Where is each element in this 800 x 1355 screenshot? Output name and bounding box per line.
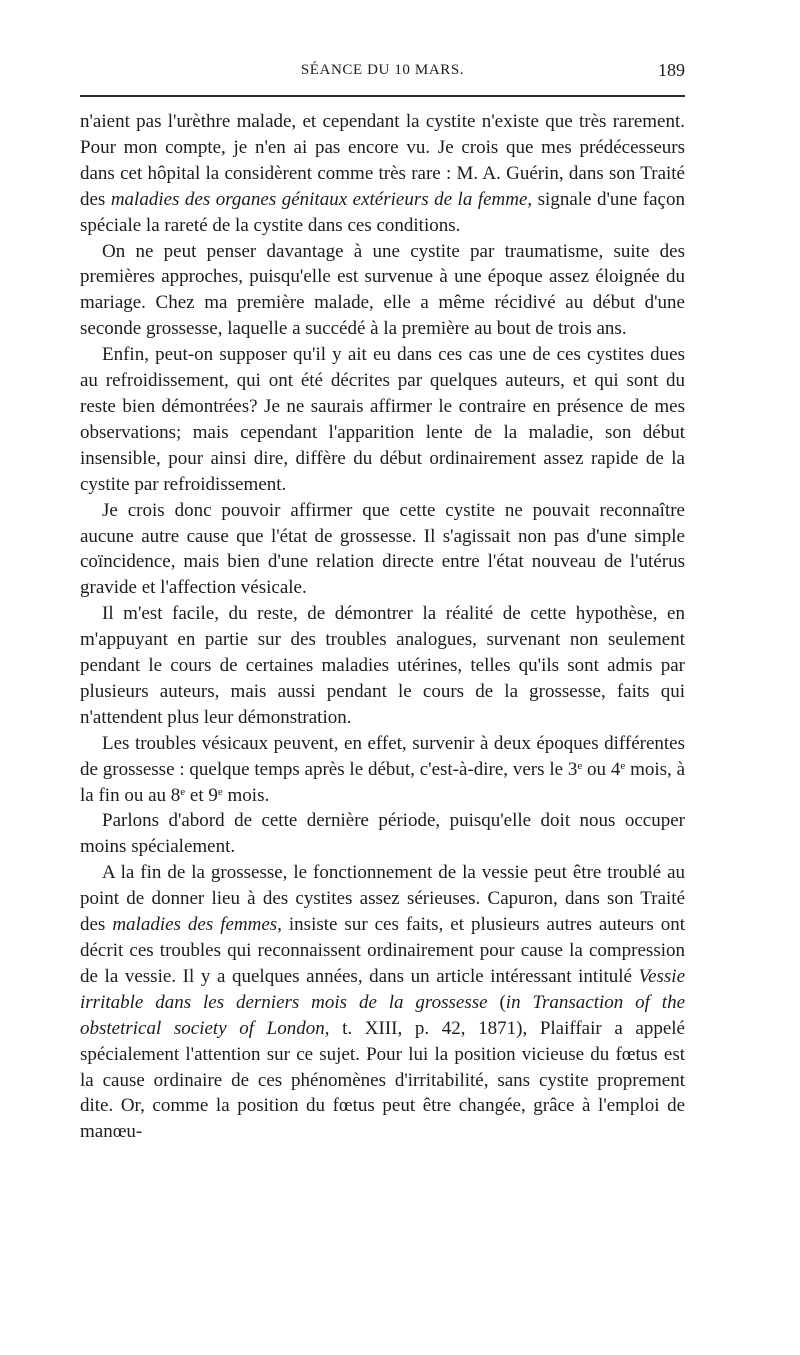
paragraph <box>80 601 685 731</box>
text-run: Il m'est facile, du reste, de démontrer la réalité de cette hypothèse, en m'appuyant en partie sur des troubles analogues, survenant non seulement pendant le cours de certaines maladies utérines, telles qu'ils sont admis par plusieurs auteurs, mais aussi pendant le cours de la grossesse, faits qui n'attendent plus leur démonstration. <box>80 603 685 728</box>
italic-text: Vessie irritable dans les derniers mois de la grossesse <box>80 965 685 1013</box>
page-header <box>80 60 685 88</box>
text-run: mois. <box>222 784 270 806</box>
text-run: insiste sur ces faits, et plusieurs autres auteurs ont décrit ces troubles qui reconnaissent ordinairement pour cause la compression de la vessie. Il y a quelques années, dans un article intéressant intitulé <box>80 914 685 987</box>
text-run: , t. XIII, p. 42, 1871), Plaiffair a appelé spécialement l'attention sur ce sujet. Pour lui la position vicieuse du fœtus est la cause ordinaire de ces phénomènes d'irritabilité, sans cystite proprement dite. Or, comme la position du fœtus peut être changée, grâce à l'emploi de manœu- <box>80 1017 685 1143</box>
page-number: 189 <box>658 60 685 80</box>
paragraph <box>80 860 685 1145</box>
paragraph <box>80 808 685 860</box>
superscript: e <box>180 785 186 798</box>
text-run: , signale d'une façon spéciale la rareté de la cystite dans ces conditions. <box>80 188 685 236</box>
text-run: On ne peut penser davantage à une cystite par traumatisme, suite des premières approches, puisqu'elle est survenue à une époque assez éloignée du mariage. Chez ma première malade, elle a même récidivé au début d'une seconde grossesse, laquelle a succédé à la première au bout de trois ans. <box>80 240 685 340</box>
text-run: ( <box>487 991 506 1013</box>
text-run: Parlons d'abord de cette dernière période, puisqu'elle doit nous occuper moins spécialement. <box>80 810 685 858</box>
italic-text: maladies des femmes, <box>112 914 282 936</box>
paragraph <box>80 498 685 602</box>
superscript: e <box>217 785 223 798</box>
text-run: mois, à la fin ou au 8 <box>80 758 686 806</box>
paragraph <box>80 109 685 239</box>
paragraph <box>80 731 685 809</box>
italic-text: in Transaction of the obstetrical society of London <box>80 991 686 1039</box>
superscript: e <box>577 759 583 772</box>
superscript: e <box>620 759 626 772</box>
text-run: Les troubles vésicaux peuvent, en effet, survenir à deux époques différentes de grossesse : quelque temps après le début, c'est-à-dire, vers le 3 <box>80 732 685 780</box>
text-run: n'aient pas l'urèthre malade, et cependant la cystite n'existe que très rarement. Pour mon compte, je n'en ai pas encore vu. Je crois que mes prédécesseurs dans cet hôpital la considèrent comme très rare : M. A. Guérin, dans son Traité des <box>80 111 685 210</box>
italic-text: maladies des organes génitaux extérieurs de la femme <box>110 188 528 210</box>
text-run: et 9 <box>185 784 218 806</box>
text-run: ou 4 <box>582 758 621 780</box>
text-run: Enfin, peut-on supposer qu'il y ait eu dans ces cas une de ces cystites dues au refroidissement, qui ont été décrites par quelques auteurs, et qui sont du reste bien démontrées? Je ne saurais affirmer le contraire en présence de mes observations; mais cependant l'apparition lente de la maladie, son début insensible, pour ainsi dire, diffère du début ordinairement assez rapide de la cystite par refroidissement. <box>80 344 685 495</box>
text-run: Je crois donc pouvoir affirmer que cette cystite ne pouvait reconnaître aucune autre cause que l'état de grossesse. Il s'agissait non pas d'une simple coïncidence, mais bien d'une relation directe entre l'état nouveau de l'utérus gravide et l'affection vésicale. <box>80 499 685 599</box>
body-text <box>80 109 685 1145</box>
paragraph <box>80 239 685 343</box>
text-run: A la fin de la grossesse, le fonctionnement de la vessie peut être troublé au point de donner lieu à des cystites assez sérieuses. Capuron, dans son Traité des <box>80 862 685 936</box>
paragraph <box>80 342 685 497</box>
running-title: SÉANCE DU 10 MARS. <box>300 62 465 78</box>
header-rule <box>80 95 685 97</box>
